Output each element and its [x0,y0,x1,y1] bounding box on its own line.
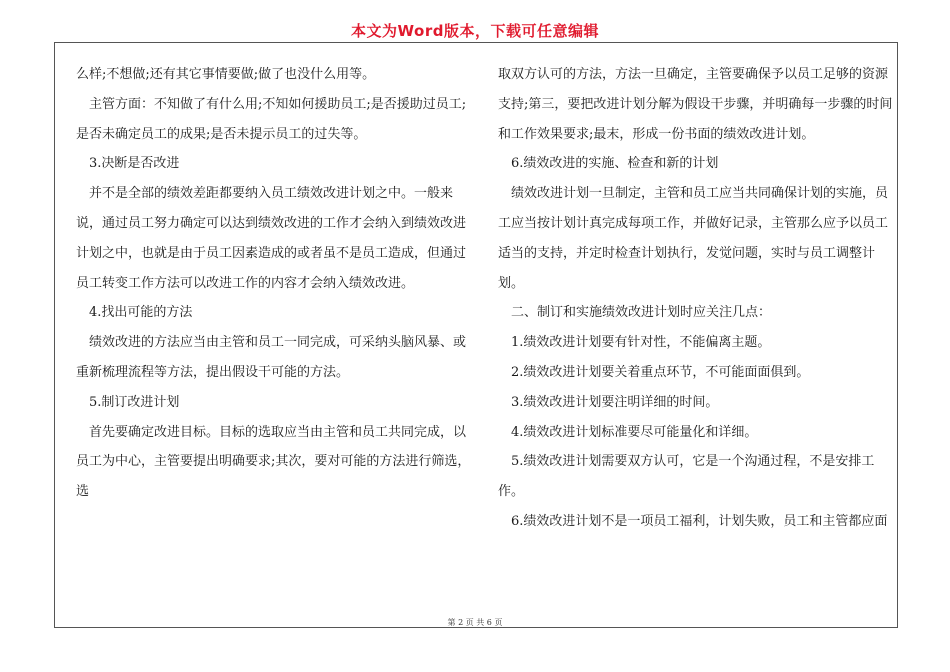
paragraph: 么样;不想做;还有其它事情要做;做了也没什么用等。 [76,67,376,82]
paragraph: 并不是全部的绩效差距都要纳入员工绩效改进计划之中。一般来说，通过员工努力确定可以达到绩效改进的工作才会纳入到绩效改进计划之中，也就是由于员工因素造成的或者虽不是员工造成，但通过员工转变工作方法可以改进工作的内容才会纳入绩效改进。 [76,186,467,291]
list-item: 4.绩效改进计划标准要尽可能量化和详细。 [511,424,758,440]
section-heading: 二、制订和实施绩效改进计划时应关注几点： [511,305,772,321]
list-item: 1.绩效改进计划要有针对性，不能偏离主题。 [511,335,771,351]
paragraph: 首先要确定改进目标。目标的选取应当由主管和员工共同完成，以员工为中心，主管要提出明确要求;其次，要对可能的方法进行筛选，选 [76,424,471,500]
list-item: 5.绩效改进计划需要双方认可，它是一个沟通过程，不是安排工作。 [498,454,875,500]
list-item: 3.绩效改进计划要注明详细的时间。 [511,394,719,410]
right-text-column [498,60,894,537]
page-number: 第 2 页 共 6 页 [447,618,503,627]
list-item: 2.绩效改进计划要关着重点环节，不可能面面俱到。 [511,364,810,380]
section-heading: 4.找出可能的方法 [89,305,193,321]
paragraph: 取双方认可的方法，方法一旦确定，主管要确保予以员工足够的资源支持;第三，要把改进计划分解为假设干步骤，并明确每一步骤的时间和工作效果要求;最末，形成一份书面的绩效改进计划。 [498,67,893,142]
paragraph: 主管方面：不知做了有什么用;不知如何援助员工;是否援助过员工;是否未确定员工的成果;是否未提示员工的过失等。 [76,96,467,142]
section-heading: 5.制订改进计划 [89,394,180,410]
section-heading: 3.决断是否改进 [89,156,180,172]
section-heading: 6.绩效改进的实施、检查和新的计划 [511,156,719,172]
list-item: 6.绩效改进计划不是一项员工福利，计划失败，员工和主管都应面 [511,513,888,529]
download-banner: 本文为Word版本，下载可任意编辑 [351,22,599,40]
paragraph: 绩效改进的方法应当由主管和员工一同完成，可采纳头脑风暴、或重新梳理流程等方法，提出假设干可能的方法。 [76,335,467,380]
paragraph: 绩效改进计划一旦制定，主管和员工应当共同确保计划的实施，员工应当按计划计真完成每项工作，并做好记录，主管那么应予以员工适当的支持，并定时检查计划执行，发觉问题，实时与员工调整计划。 [498,186,889,291]
left-text-column [76,60,472,507]
